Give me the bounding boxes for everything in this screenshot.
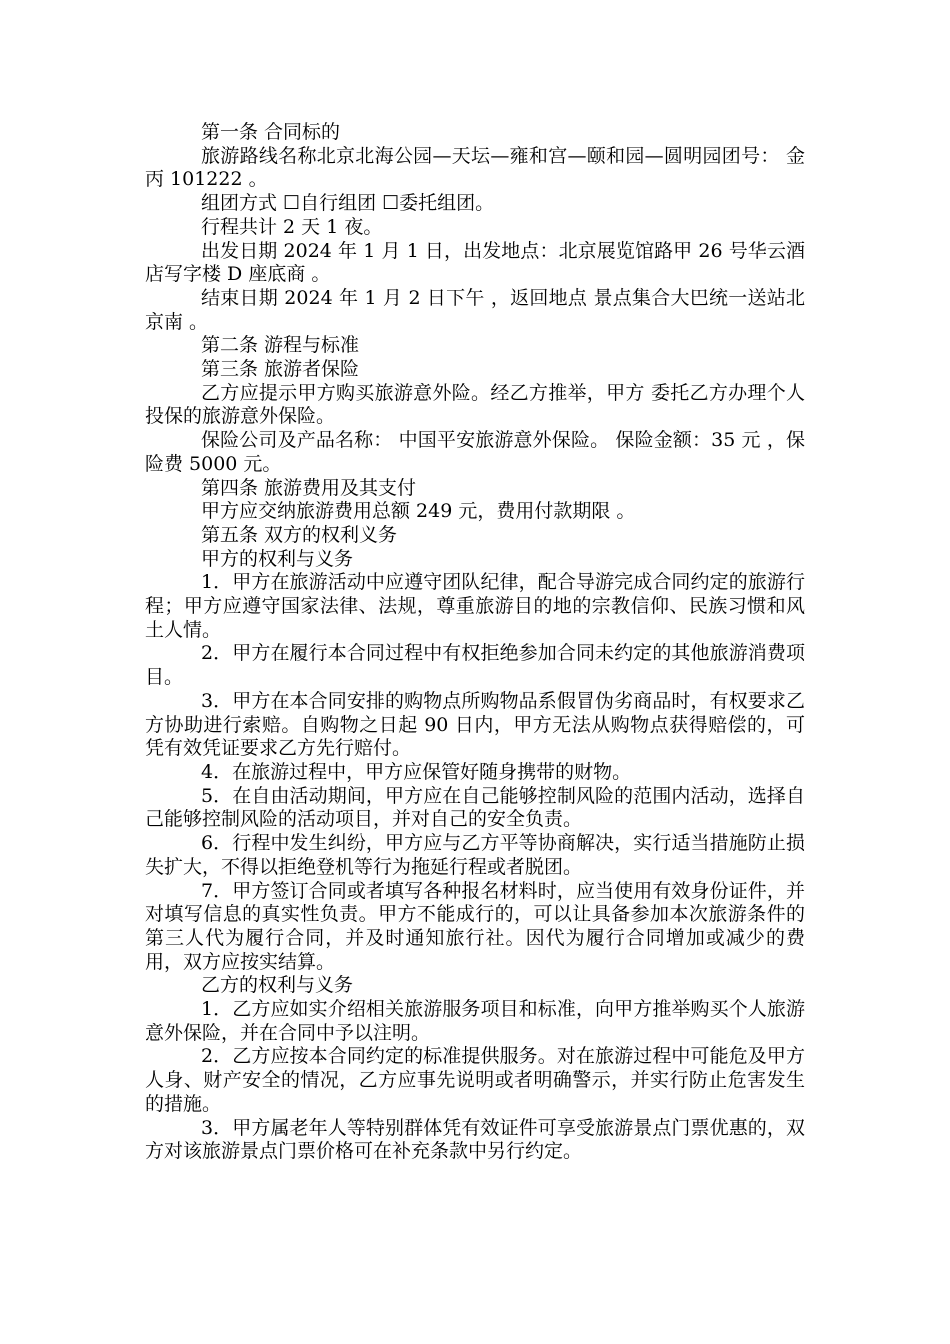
party-b-rights-heading: 乙方的权利与义务 — [201, 974, 354, 997]
party-a-item-5: 5．在自由活动期间，甲方应在自己能够控制风险的范围内活动，选择自己能够控制风险的活动项目，并对自己的安全负责。 — [145, 784, 805, 831]
group-method-line: 组团方式 ☐自行组团 ☐委托组团。 — [201, 192, 495, 215]
party-a-item-1: 1．甲方在旅游活动中应遵守团队纪律，配合导游完成合同约定的旅游行程；甲方应遵守国家法律、法规，尊重旅游目的地的宗教信仰、民族习惯和风土人情。 — [145, 571, 805, 641]
party-a-item-2: 2．甲方在履行本合同过程中有权拒绝参加合同未约定的其他旅游消费项目。 — [145, 642, 805, 689]
fee-paragraph: 甲方应交纳旅游费用总额 249 元，费用付款期限 。 — [201, 500, 636, 523]
party-b-item-2: 2．乙方应按本合同约定的标准提供服务。对在旅游过程中可能危及甲方人身、财产安全的情况，乙方应事先说明或者明确警示，并实行防止危害发生的措施。 — [145, 1045, 805, 1115]
route-name-line: 旅游路线名称北京北海公园—天坛—雍和宫—颐和园—圆明园团号： 金丙 101222 。 — [145, 144, 805, 191]
party-a-item-6: 6．行程中发生纠纷，甲方应与乙方平等协商解决，实行适当措施防止损失扩大，不得以拒绝登机等行为拖延行程或者脱团。 — [145, 832, 805, 878]
party-a-item-3: 3．甲方在本合同安排的购物点所购物品系假冒伪劣商品时，有权要求乙方协助进行索赔。自购物之日起 90 日内，甲方无法从购物点获得赔偿的，可凭有效凭证要求乙方先行赔付。 — [145, 689, 805, 760]
return-line: 结束日期 2024 年 1 月 2 日下午 ，返回地点 景点集合大巴统一送站北京南 。 — [145, 286, 805, 333]
party-a-rights-heading: 甲方的权利与义务 — [201, 547, 354, 570]
insurance-details-paragraph: 保险公司及产品名称： 中国平安旅游意外保险。 保险金额：35 元 ，保险费 5000 元。 — [145, 429, 805, 475]
article-4-heading: 第四条 旅游费用及其支付 — [201, 476, 417, 499]
party-a-item-4: 4．在旅游过程中，甲方应保管好随身携带的财物。 — [201, 760, 632, 783]
article-1-heading: 第一条 合同标的 — [201, 121, 341, 143]
party-b-item-1: 1．乙方应如实介绍相关旅游服务项目和标准，向甲方推举购买个人旅游意外保险，并在合同中予以注明。 — [145, 998, 805, 1044]
departure-line: 出发日期 2024 年 1 月 1 日，出发地点：北京展览馆路甲 26 号华云酒店写字楼 D 座底商 。 — [145, 239, 805, 286]
itinerary-length-line: 行程共计 2 天 1 夜。 — [201, 215, 383, 238]
article-5-heading: 第五条 双方的权利义务 — [201, 523, 398, 546]
article-3-heading: 第三条 旅游者保险 — [201, 358, 360, 381]
party-a-item-7: 7．甲方签订合同或者填写各种报名材料时，应当使用有效身份证件，并对填写信息的真实性负责。甲方不能成行的，可以让具备参加本次旅游条件的第三人代为履行合同，并及时通知旅行社。因代为履行合同增加或减少的费用，双方应按实结算。 — [145, 879, 805, 973]
contract-body — [145, 121, 805, 1164]
insurance-advice-paragraph: 乙方应提示甲方购买旅游意外险。经乙方推举，甲方 委托乙方办理个人投保的旅游意外保险。 — [145, 381, 805, 428]
party-b-item-3: 3．甲方属老年人等特别群体凭有效证件可享受旅游景点门票优惠的，双方对该旅游景点门票价格可在补充条款中另行约定。 — [145, 1116, 805, 1163]
article-2-heading: 第二条 游程与标准 — [201, 334, 360, 357]
